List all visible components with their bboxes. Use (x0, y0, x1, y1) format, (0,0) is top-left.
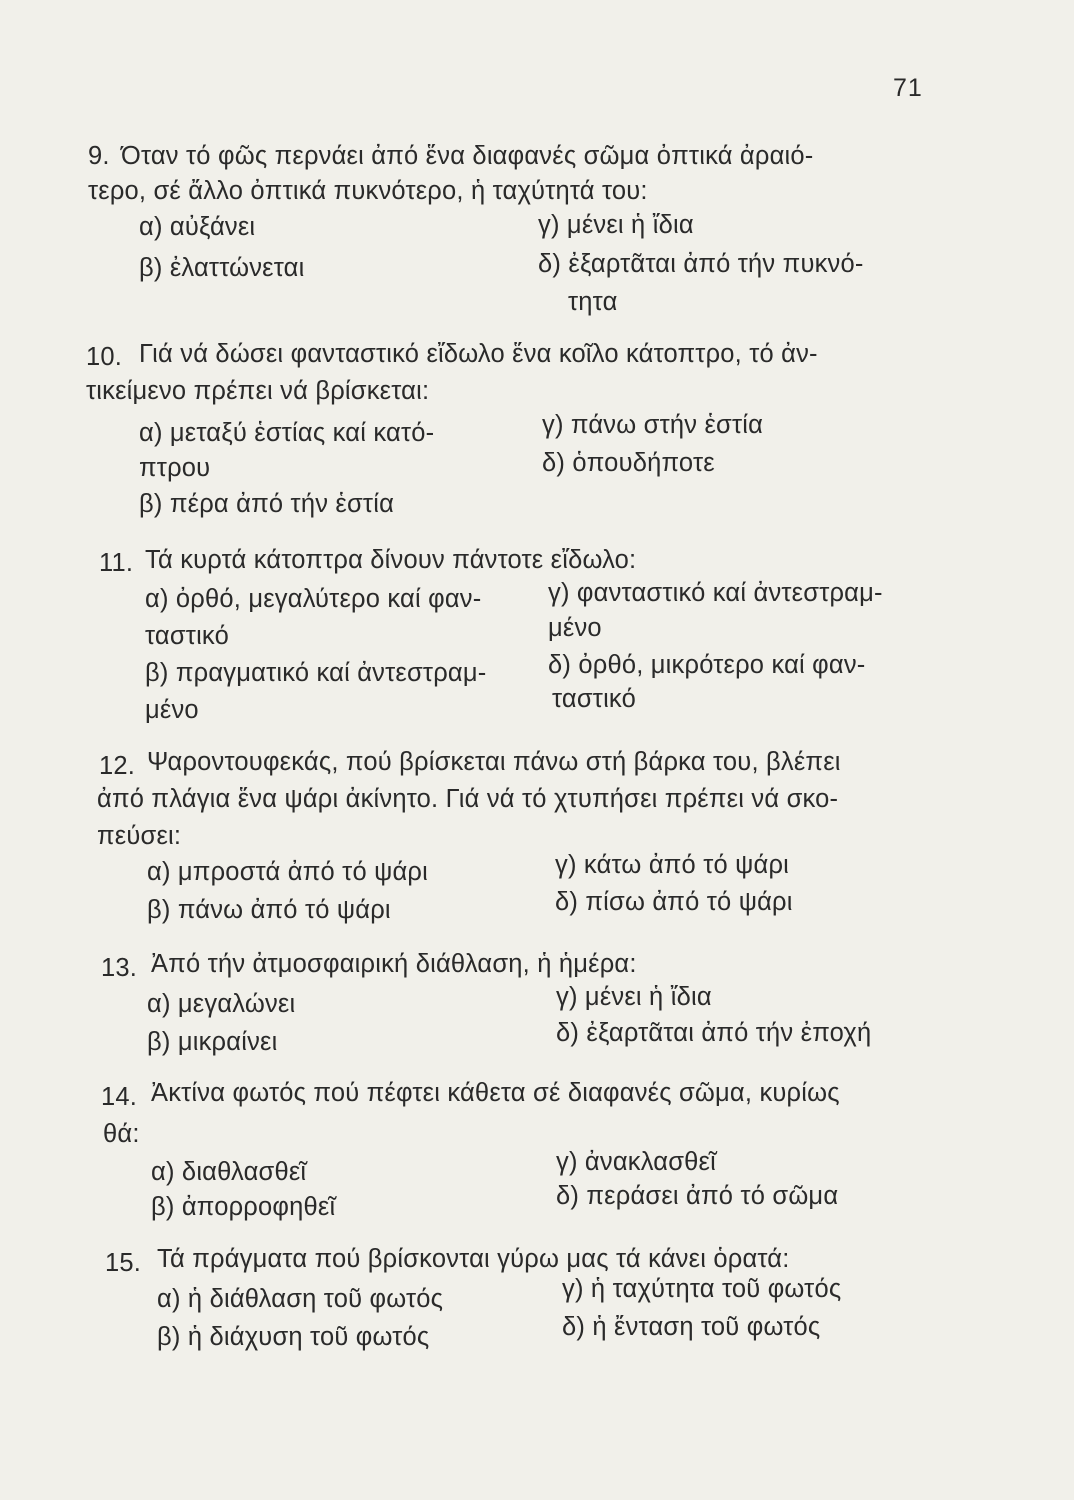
question-number: 13. (101, 954, 138, 982)
option-d-continued: τητα (568, 288, 618, 316)
option-c-continued: μένο (548, 614, 602, 642)
question-stem-line: Γιά νά δώσει φανταστικό εἴδωλο ἕνα κοῖλο κάτοπτρο, τό ἀν- (139, 340, 818, 368)
option-b: β) πάνω ἀπό τό ψάρι (147, 896, 391, 924)
option-a: α) μεγαλώνει (147, 990, 296, 1018)
option-d-continued: ταστικό (552, 685, 636, 713)
option-a: α) ἡ διάθλαση τοῦ φωτός (157, 1285, 444, 1313)
option-b: β) πέρα ἀπό τήν ἑστία (139, 490, 395, 518)
option-a: α) ὀρθό, μεγαλύτερο καί φαν- (145, 585, 482, 613)
option-d: δ) ἐξαρτᾶται ἀπό τήν πυκνό- (538, 250, 864, 278)
option-b-continued: μένο (145, 696, 199, 724)
option-b: β) ἀπορροφηθεῖ (151, 1193, 336, 1221)
question-stem-line: τικείμενο πρέπει νά βρίσκεται: (86, 377, 430, 405)
question-stem-line: ἀπό πλάγια ἕνα ψάρι ἀκίνητο. Γιά νά τό χτυπήσει πρέπει νά σκο- (97, 785, 839, 813)
option-a: α) αὐξάνει (139, 213, 256, 241)
question-number: 11. (99, 549, 134, 577)
option-b: β) ἡ διάχυση τοῦ φωτός (157, 1323, 430, 1351)
question-stem-line: τερο, σέ ἄλλο ὀπτικά πυκνότερο, ἡ ταχύτητά του: (88, 177, 648, 205)
option-b: β) πραγματικό καί ἀντεστραμ- (145, 659, 487, 687)
option-a: α) μπροστά ἀπό τό ψάρι (147, 858, 429, 886)
option-d: δ) ὀρθό, μικρότερο καί φαν- (548, 651, 866, 679)
question-number: 12. (99, 752, 136, 780)
option-d: δ) ὁπουδήποτε (542, 449, 715, 477)
option-c: γ) μένει ἡ ἴδια (538, 211, 694, 239)
question-stem-line: Τά κυρτά κάτοπτρα δίνουν πάντοτε εἴδωλο: (145, 546, 637, 574)
question-stem-line: πεύσει: (97, 822, 182, 850)
question-number: 14. (101, 1083, 138, 1111)
question-stem-line: Ἀκτίνα φωτός πού πέφτει κάθετα σέ διαφανές σῶμα, κυρίως (151, 1079, 840, 1107)
option-a: α) διαθλασθεῖ (151, 1158, 307, 1186)
option-c: γ) μένει ἡ ἴδια (556, 983, 712, 1011)
question-stem-line: Ἀπό τήν ἀτμοσφαιρική διάθλαση, ἡ ἡμέρα: (151, 950, 637, 978)
option-d: δ) πίσω ἀπό τό ψάρι (555, 888, 793, 916)
option-d: δ) ἐξαρτᾶται ἀπό τήν ἐποχή (556, 1019, 872, 1047)
option-b: β) μικραίνει (147, 1028, 278, 1056)
option-c: γ) φανταστικό καί ἀντεστραμ- (548, 579, 883, 607)
question-stem-line: Όταν τό φῶς περνάει ἀπό ἕνα διαφανές σῶμα ὀπτικά ἀραιό- (121, 142, 814, 170)
page-number: 71 (893, 74, 923, 102)
option-c: γ) ἡ ταχύτητα τοῦ φωτός (562, 1275, 842, 1303)
option-c: γ) κάτω ἀπό τό ψάρι (555, 851, 790, 879)
question-stem-line: Ψαροντουφεκάς, πού βρίσκεται πάνω στή βάρκα του, βλέπει (147, 748, 841, 776)
question-number: 9. (88, 142, 110, 170)
question-stem-line: θά: (103, 1120, 140, 1148)
option-d: δ) περάσει ἀπό τό σῶμα (556, 1182, 839, 1210)
option-c: γ) πάνω στήν ἑστία (542, 411, 764, 439)
option-d: δ) ἡ ἔνταση τοῦ φωτός (562, 1313, 821, 1341)
question-number: 10. (86, 343, 123, 371)
question-stem-line: Τά πράγματα πού βρίσκονται γύρω μας τά κάνει ὁρατά: (157, 1245, 790, 1273)
option-b: β) ἐλαττώνεται (139, 254, 305, 282)
question-number: 15. (105, 1249, 142, 1277)
option-c: γ) ἀνακλασθεῖ (556, 1148, 716, 1176)
option-a-continued: ταστικό (145, 622, 229, 650)
option-a-continued: πτρου (139, 454, 211, 482)
option-a: α) μεταξύ ἑστίας καί κατό- (139, 419, 435, 447)
